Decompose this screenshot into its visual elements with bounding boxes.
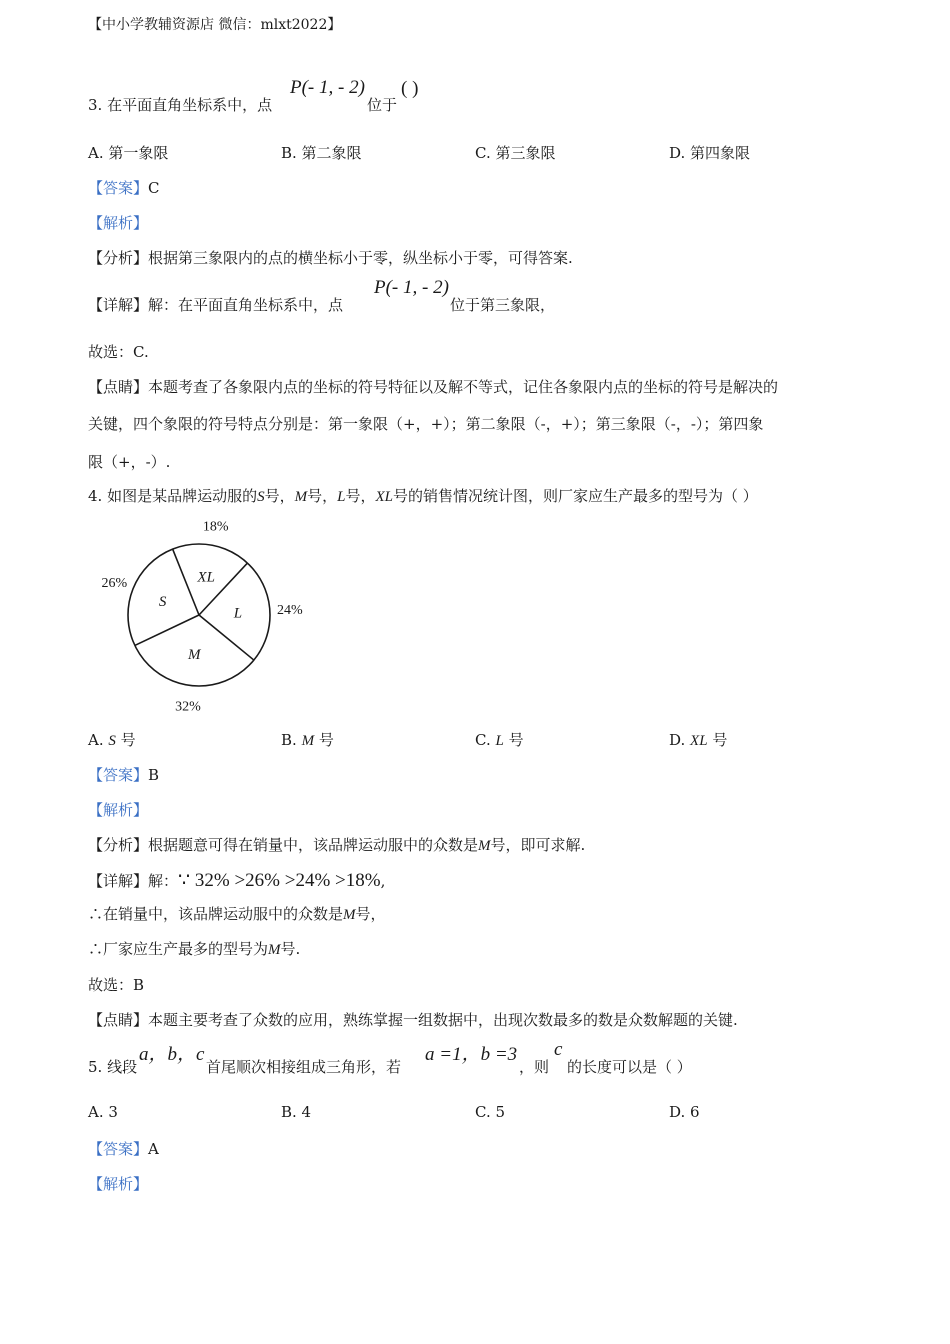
pie-slice-label-xl: XL [197,569,215,586]
header-watermark: 【中小学教辅资源店 微信：mlxt2022】 [88,17,342,33]
q4-option-a-suffix: 号 [120,731,136,749]
q5-stem-text-a: 线段 [107,1058,138,1076]
q3-answer-tag: 【答案】 [88,179,149,197]
q3-dianjing-line1 [88,376,778,397]
q4-var-s: S [257,489,265,505]
q4-xiangjie-text-a: 解： [148,872,179,890]
q3-dianjing-tag: 【点睛】 [88,378,149,396]
pie-slice-boundary-m [199,615,254,660]
q4-var-l: L [337,489,346,505]
q3-dianjing-line3: 限（+，-）. [88,453,171,471]
q3-fenxi-text: 根据第三象限内的点的横坐标小于零，纵坐标小于零，可得答案. [148,249,573,267]
q5-stem-text-c: ，则 [519,1058,550,1076]
q4-option-c-var: L [495,733,504,749]
q4-line3-text-b: 号. [280,940,301,958]
q4-option-c [475,729,524,750]
q3-answer [88,177,160,198]
pie-slice-percent-m: 32% [175,699,201,713]
q4-number: 4. [88,487,103,505]
q4-option-a-letter: A. [88,731,104,749]
q4-option-d-suffix: 号 [712,731,728,749]
q4-stem [88,485,758,506]
q5-abc: a，b，c [139,1044,205,1065]
q4-fenxi-tag: 【分析】 [88,836,149,854]
q5-answer [88,1138,159,1159]
q3-option-d: D. 第四象限 [669,144,751,162]
q4-xiangjie-comma: , [380,872,386,890]
q4-option-b [281,729,334,750]
q5-option-c: C. 5 [475,1103,506,1121]
q4-var-xl: XL [375,489,394,505]
q4-option-c-letter: C. [475,731,491,749]
q4-guxuan: 故选：B [88,976,145,994]
q3-stem-text-a: 在平面直角坐标系中，点 [107,96,273,114]
q3-fenxi-tag: 【分析】 [88,249,149,267]
pie-slice-label-s: S [158,593,167,610]
q4-option-a [88,729,136,750]
q5-answer-value: A [148,1140,159,1158]
q4-fenxi-text-b: 号，即可求解. [490,836,586,854]
q4-hao-1: 号， [264,487,295,505]
pie-slice-boundary-s [135,615,199,645]
q5-stem-text-b: 首尾顺次相接组成三角形，若 [206,1058,402,1076]
pie-slice-percent-l: 24% [276,602,303,618]
q3-point: P(- 1, - 2) [290,77,365,98]
q4-option-d-var: XL [690,733,708,749]
q3-xiangjie-tag: 【详解】 [88,296,149,314]
q5-var-c: c [554,1039,563,1060]
q4-option-d-letter: D. [669,731,686,749]
q4-answer-value: B [148,766,160,784]
q4-fenxi-var: M [478,838,491,854]
q3-analysis-tag: 【解析】 [88,214,149,232]
pie-slice-boundary-xl [173,549,199,615]
q4-line3 [88,938,300,959]
q4-dianjing [88,1009,738,1030]
q5-condition: a =1，b =3 [425,1044,518,1065]
q4-fenxi [88,834,585,855]
q4-answer [88,764,159,785]
q4-because-expression: ∵ 32% >26% >24% >18% [178,870,381,891]
q3-guxuan: 故选：C. [88,343,149,361]
q3-xiangjie-text-a: 解：在平面直角坐标系中，点 [148,296,344,314]
pie-slice-percent-xl: 18% [202,519,229,535]
q4-dianjing-text: 本题主要考查了众数的应用，熟练掌握一组数据中，出现次数最多的数是众数解题的关键. [148,1011,738,1029]
q4-option-d [669,729,727,750]
q4-line2-text-b: 号， [355,905,386,923]
q4-line2-var: M [343,907,356,923]
pie-slice-label-l: L [233,605,243,622]
q4-line3-text-a: ∴厂家应生产最多的型号为 [88,940,269,958]
q3-dianjing-line2: 关键，四个象限的符号特点分别是：第一象限（+，+）；第二象限（-，+）；第三象限（-，-）；第四象 [88,415,764,433]
q3-paren: ( ) [401,78,419,99]
q5-option-b: B. 4 [281,1103,312,1121]
q3-stem-text-b: 位于 [367,96,398,114]
q4-line2-text-a: ∴在销量中，该品牌运动服中的众数是 [88,905,344,923]
q4-stem-text-2: 号的销售情况统计图，则厂家应生产最多的型号为（ ） [393,487,758,505]
q4-analysis-tag: 【解析】 [88,801,149,819]
q4-option-b-letter: B. [281,731,297,749]
q4-xiangjie-tag: 【详解】 [88,872,149,890]
q3-xiangjie-text-b: 位于第三象限， [450,296,556,314]
q3-option-a: A. 第一象限 [88,144,169,162]
q3-option-b: B. 第二象限 [281,144,362,162]
pie-slice-label-m: M [187,646,201,663]
q4-hao-3: 号， [345,487,376,505]
pie-slice-percent-s: 26% [101,575,128,591]
q4-var-m: M [294,489,308,505]
q5-number: 5. [88,1058,103,1076]
q3-fenxi [88,247,573,268]
q3-dianjing-text-1: 本题考查了各象限内点的坐标的符号特征以及解不等式，记住各象限内点的坐标的符号是解决的 [148,378,779,396]
q4-option-b-suffix: 号 [318,731,334,749]
q4-option-a-var: S [108,733,116,749]
q5-stem-a [88,1056,137,1077]
q4-xiangjie [88,869,385,892]
q5-option-d: D. 6 [669,1103,700,1121]
q3-option-c: C. 第三象限 [475,144,556,162]
q5-analysis-tag: 【解析】 [88,1175,149,1193]
q4-option-c-suffix: 号 [508,731,524,749]
q5-stem-text-d: 的长度可以是（ ） [567,1058,692,1076]
q3-stem [88,94,272,115]
q3-answer-value: C [148,179,160,197]
q3-xiangjie-point: P(- 1, - 2) [374,277,449,298]
pie-chart [88,518,318,713]
q4-line3-var: M [268,942,281,958]
q5-option-a: A. 3 [88,1103,118,1121]
q3-number: 3. [88,96,103,114]
q4-answer-tag: 【答案】 [88,766,149,784]
q5-answer-tag: 【答案】 [88,1140,149,1158]
q3-xiangjie [88,294,343,315]
q4-stem-text-1: 如图是某品牌运动服的 [107,487,258,505]
q4-hao-2: 号， [307,487,338,505]
q4-line2 [88,903,386,924]
q4-option-b-var: M [301,733,315,749]
q4-fenxi-text-a: 根据题意可得在销量中，该品牌运动服中的众数是 [148,836,479,854]
q4-dianjing-tag: 【点睛】 [88,1011,149,1029]
